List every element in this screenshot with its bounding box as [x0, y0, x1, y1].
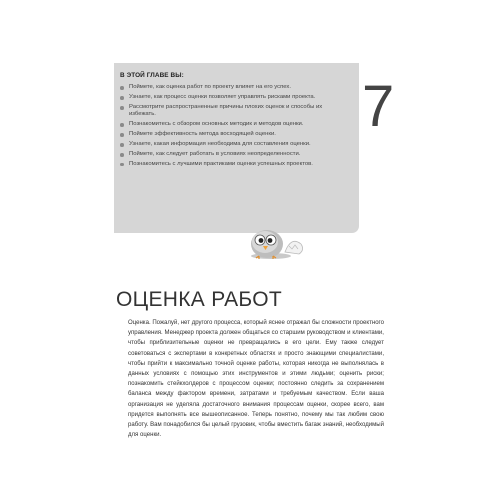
bullet-icon [120, 106, 124, 110]
bullet-icon [120, 143, 124, 147]
bullet-icon [120, 123, 124, 127]
list-item [120, 104, 328, 119]
section-title: ОЦЕНКА РАБОТ [116, 288, 283, 311]
bullet-icon [120, 133, 124, 137]
goals-box-title: В ЭТОЙ ГЛАВЕ ВЫ: [120, 72, 184, 79]
goal-text: Узнаете, какая информация необходима для составления оценки. [129, 140, 311, 147]
list-item [120, 84, 328, 91]
goal-text: Познакомитесь с лучшими практиками оценки успешных проектов. [129, 160, 313, 167]
bullet-icon [120, 86, 124, 90]
bullet-icon [120, 153, 124, 157]
bullet-icon [120, 96, 124, 100]
goal-text: Поймете, как следует работать в условиях неопределенности. [129, 150, 301, 157]
goal-text: Поймете, как оценка работ по проекту влияет на его успех. [129, 84, 291, 90]
body-paragraph: Оценка. Пожалуй, нет другого процесса, который яснее отражал бы сложности проектного управления. Менеджер проекта должен общаться со старшим руководством и клиентами, чтобы приблизительные оценки не превращались в его цели. Ему также следует советоваться с экспертами в конкретных областях и просто знающими специалистами, чтобы прийти к максимально точной оценке работы, которая никогда не выполнялась в данных условиях с помощью этих инструментов и этими людьми; оценить риски; познакомить стейкхолдеров с процессом оценки; постоянно следить за сохранением баланса между фактором времени, затратами и требуемым качеством. Если ваша организация не уделяла достаточного внимания процессам оценки, скорее всего, вам придется выполнять все вышеописанное. Теперь понятно, почему мы так любим свою работу. Вам понадобился бы целый грузовик, чтобы вместить багаж знаний, необходимый для оценки. [128, 320, 384, 439]
list-item [120, 121, 328, 128]
bullet-icon [120, 163, 124, 167]
list-item [120, 151, 328, 158]
goal-text: Узнаете, как процесс оценки позволяет управлять рисками проекта. [129, 93, 316, 100]
goal-text: Рассмотрите распространенные причины плохих оценок и способы их избежать. [129, 103, 323, 118]
goals-list [120, 84, 328, 171]
goal-text: Познакомитесь с обзором основных методик и методов оценки. [129, 121, 304, 128]
list-item [120, 161, 328, 168]
list-item [120, 141, 328, 148]
goal-text: Поймете эффективность метода восходящей оценки. [129, 131, 276, 138]
chapter-number: 7 [362, 74, 395, 139]
mascot-chick-icon [243, 222, 307, 262]
list-item [120, 94, 328, 101]
list-item [120, 131, 328, 138]
